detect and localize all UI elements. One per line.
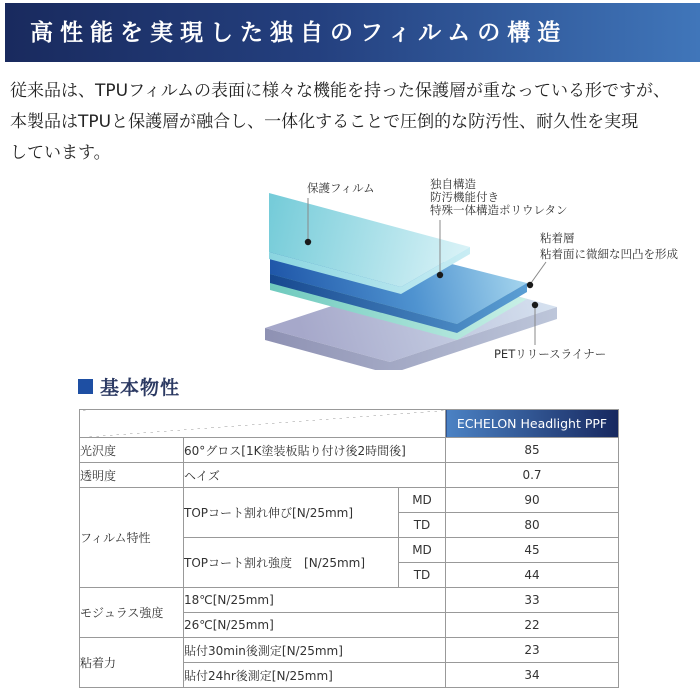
label-protective-film: 保護フィルム [307,181,375,195]
product-header-cell: ECHELON Headlight PPF [446,410,619,438]
label-release-liner: PETリリースライナー [494,347,607,361]
label-unique-structure-line3: 特殊一体構造ポリウレタン [430,203,568,217]
table-row-gloss [80,438,619,463]
pointer-dot-adhesive [527,282,533,288]
film-structure-svg [220,170,690,370]
value-cell: 90 [446,488,619,513]
table-row-film-elongation-md [80,488,619,513]
value-cell: 22 [446,613,619,638]
intro-line: 従来品は、TPUフィルムの表面に様々な機能を持った保護層が重なっている形ですが、 [10,81,671,101]
film-structure-diagram [220,170,690,370]
category-cell: 粘着力 [80,638,184,688]
value-cell: 0.7 [446,463,619,488]
label-adhesive-line1: 粘着層 [540,231,575,245]
section-marker-icon [78,379,93,394]
pointer-dot-unique-structure [437,272,443,278]
category-cell: モジュラス強度 [80,588,184,638]
pointer-line-adhesive [531,262,546,283]
condition-cell: 貼付30min後測定[N/25mm] [184,638,446,663]
table-header-row [80,410,619,438]
condition-cell: 18℃[N/25mm] [184,588,446,613]
condition-cell: TOPコート割れ伸び[N/25mm] [184,488,399,538]
condition-cell: TOPコート割れ強度 [N/25mm] [184,538,399,588]
value-cell: 34 [446,663,619,688]
condition-cell: 貼付24hr後測定[N/25mm] [184,663,446,688]
table-row-haze [80,463,619,488]
section-title: 基本物性 [100,377,181,399]
intro-line: しています。 [10,143,111,163]
category-cell: フィルム特性 [80,488,184,588]
value-cell: 44 [446,563,619,588]
category-cell: 光沢度 [80,438,184,463]
value-cell: 33 [446,588,619,613]
section-header [78,373,180,400]
value-cell: 45 [446,538,619,563]
direction-cell: MD [399,538,446,563]
label-unique-structure-line1: 独自構造 [430,177,476,191]
value-cell: 80 [446,513,619,538]
page-title: 高性能を実現した独自のフィルムの構造 [30,19,568,46]
table-corner-cell [80,410,446,438]
table-row-adhesion-30min [80,638,619,663]
intro-line: 本製品はTPUと保護層が融合し、一体化することで圧倒的な防汚性、耐久性を実現 [10,112,639,132]
properties-table [79,409,619,688]
table-row-modulus-18 [80,588,619,613]
value-cell: 85 [446,438,619,463]
condition-cell: 60°グロス[1K塗装板貼り付け後2時間後] [184,438,446,463]
label-unique-structure-line2: 防汚機能付き [430,190,499,204]
condition-cell: ヘイズ [184,463,446,488]
header-banner [5,3,700,62]
intro-paragraph [10,76,670,169]
label-adhesive-line2: 粘着面に微細な凹凸を形成 [540,247,678,261]
value-cell: 23 [446,638,619,663]
direction-cell: MD [399,488,446,513]
category-cell: 透明度 [80,463,184,488]
direction-cell: TD [399,563,446,588]
direction-cell: TD [399,513,446,538]
pointer-dot-protective-film [305,239,311,245]
condition-cell: 26℃[N/25mm] [184,613,446,638]
pointer-dot-release-liner [532,302,538,308]
